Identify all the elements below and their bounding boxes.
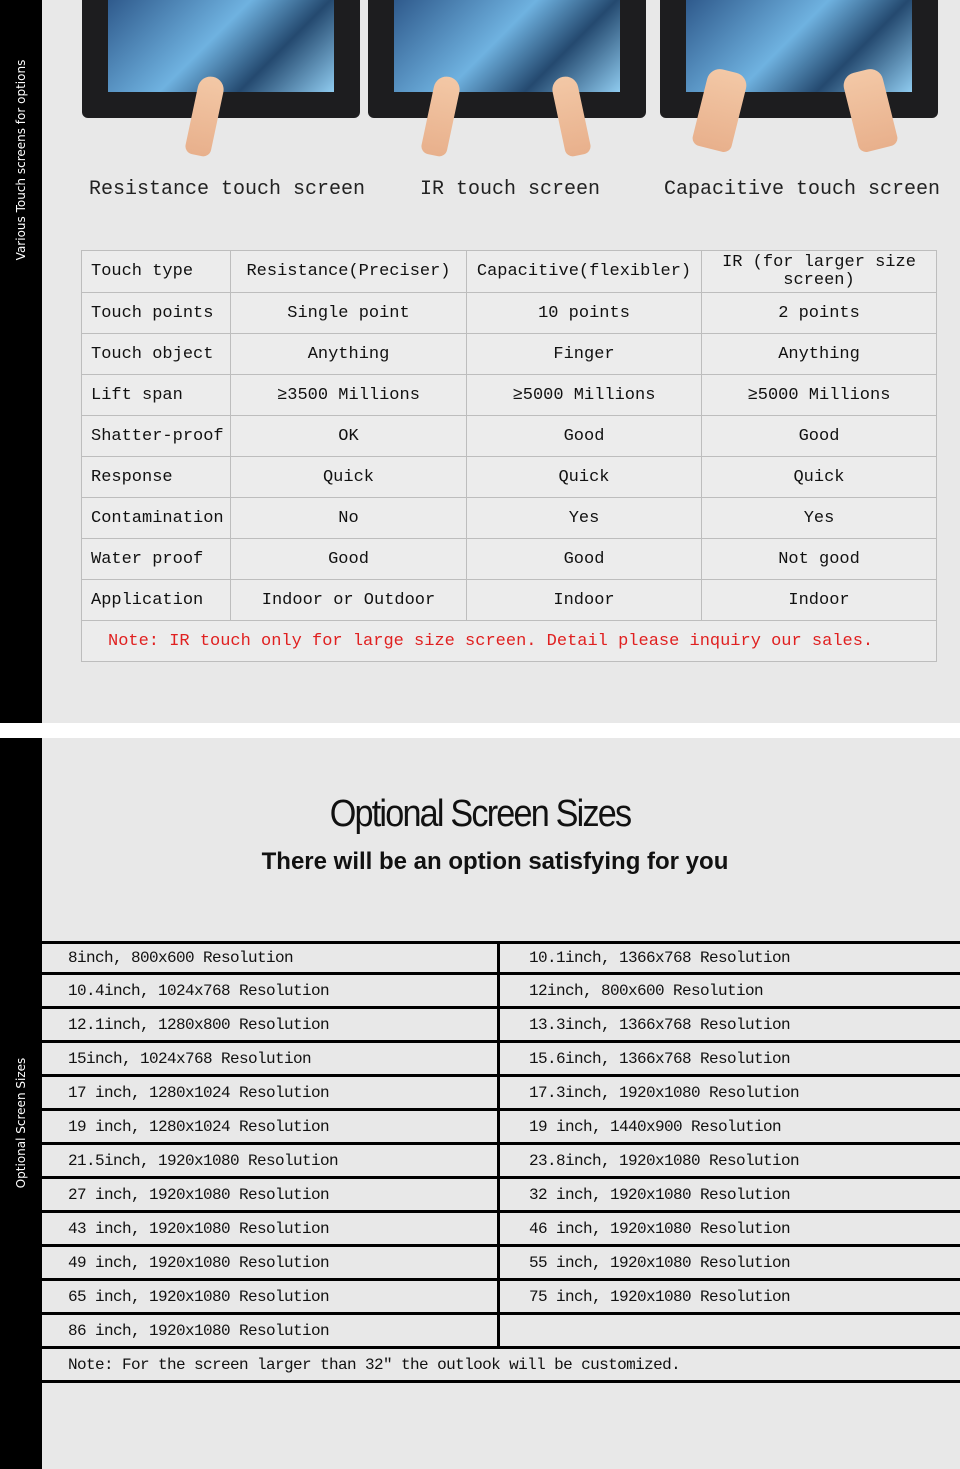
section-side-label	[0, 0, 42, 723]
size-option: 17 inch, 1280x1024 Resolution	[42, 1077, 500, 1108]
size-option: 8inch, 800x600 Resolution	[42, 944, 500, 972]
table-row	[82, 580, 937, 621]
size-option: 86 inch, 1920x1080 Resolution	[42, 1315, 500, 1346]
table-cell: Indoor	[467, 580, 702, 621]
caption-resistance: Resistance touch screen	[89, 178, 366, 201]
side-label-text: Optional Screen Sizes	[14, 1057, 28, 1189]
size-option: 32 inch, 1920x1080 Resolution	[529, 1185, 791, 1204]
size-option: 75 inch, 1920x1080 Resolution	[529, 1287, 791, 1306]
caption-capacitive: Capacitive touch screen	[664, 178, 941, 201]
size-option: 46 inch, 1920x1080 Resolution	[529, 1219, 791, 1238]
table-row	[82, 293, 937, 334]
table-cell: Anything	[231, 334, 467, 375]
table-cell: ≥3500 Millions	[231, 375, 467, 416]
table-cell: Yes	[467, 498, 702, 539]
table-cell: Good	[702, 416, 937, 457]
table-row	[82, 375, 937, 416]
size-row	[42, 1213, 960, 1247]
size-option: 17.3inch, 1920x1080 Resolution	[529, 1083, 800, 1102]
table-header-row	[82, 251, 937, 293]
ir-screen-image	[368, 0, 646, 118]
row-label: Touch object	[82, 334, 231, 375]
table-cell: Yes	[702, 498, 937, 539]
row-label: Response	[82, 457, 231, 498]
table-cell: Finger	[467, 334, 702, 375]
table-cell: Good	[231, 539, 467, 580]
note-row	[82, 621, 937, 662]
size-option: 10.4inch, 1024x768 Resolution	[42, 975, 500, 1006]
section-title: Optional Screen Sizes	[329, 793, 631, 835]
size-option: 10.1inch, 1366x768 Resolution	[529, 949, 791, 967]
size-row	[42, 1111, 960, 1145]
size-option: 65 inch, 1920x1080 Resolution	[42, 1281, 500, 1312]
table-note: Note: IR touch only for large size screen. Detail please inquiry our sales.	[82, 621, 937, 662]
table-cell: 10 points	[467, 293, 702, 334]
table-cell: Anything	[702, 334, 937, 375]
header-cell: Resistance(Preciser)	[231, 251, 467, 293]
size-option: 27 inch, 1920x1080 Resolution	[42, 1179, 500, 1210]
table-cell: Single point	[231, 293, 467, 334]
header-cell: IR (for larger size screen)	[702, 251, 937, 293]
table-cell: Not good	[702, 539, 937, 580]
size-option: 21.5inch, 1920x1080 Resolution	[42, 1145, 500, 1176]
row-label: Shatter-proof	[82, 416, 231, 457]
size-row	[42, 975, 960, 1009]
table-row	[82, 416, 937, 457]
table-cell: Quick	[467, 457, 702, 498]
table-cell: ≥5000 Millions	[702, 375, 937, 416]
size-row	[42, 1179, 960, 1213]
table-cell: ≥5000 Millions	[467, 375, 702, 416]
size-option: 13.3inch, 1366x768 Resolution	[529, 1015, 791, 1034]
table-row	[82, 539, 937, 580]
size-row	[42, 1145, 960, 1179]
capacitive-screen-image	[660, 0, 938, 118]
table-row	[82, 334, 937, 375]
table-cell: Quick	[702, 457, 937, 498]
size-row	[42, 941, 960, 975]
size-option: 12inch, 800x600 Resolution	[529, 981, 764, 1000]
row-label: Contamination	[82, 498, 231, 539]
screen-sizes-section	[0, 738, 960, 1469]
row-label: Application	[82, 580, 231, 621]
table-cell: 2 points	[702, 293, 937, 334]
caption-ir: IR touch screen	[420, 178, 601, 201]
table-cell: Quick	[231, 457, 467, 498]
size-row	[42, 1315, 960, 1349]
size-option: 49 inch, 1920x1080 Resolution	[42, 1247, 500, 1278]
size-row	[42, 1247, 960, 1281]
size-row	[42, 1077, 960, 1111]
size-option: 55 inch, 1920x1080 Resolution	[529, 1253, 791, 1272]
resistance-screen-image	[82, 0, 360, 118]
table-cell: No	[231, 498, 467, 539]
side-label-text: Various Touch screens for options	[14, 59, 28, 261]
size-option: 19 inch, 1280x1024 Resolution	[42, 1111, 500, 1142]
size-row	[42, 1281, 960, 1315]
size-row	[42, 1043, 960, 1077]
size-option: 15inch, 1024x768 Resolution	[42, 1043, 500, 1074]
row-label: Water proof	[82, 539, 231, 580]
size-note-row	[42, 1349, 960, 1383]
header-cell: Capacitive(flexibler)	[467, 251, 702, 293]
table-row	[82, 498, 937, 539]
section-side-label	[0, 738, 42, 1469]
size-option: 12.1inch, 1280x800 Resolution	[42, 1009, 500, 1040]
screen-sizes-table	[42, 941, 960, 1383]
touch-comparison-table	[81, 250, 937, 662]
size-option: 23.8inch, 1920x1080 Resolution	[529, 1151, 800, 1170]
table-row	[82, 457, 937, 498]
table-cell: Indoor or Outdoor	[231, 580, 467, 621]
size-option: 43 inch, 1920x1080 Resolution	[42, 1213, 500, 1244]
header-cell: Touch type	[82, 251, 231, 293]
size-row	[42, 1009, 960, 1043]
row-label: Touch points	[82, 293, 231, 334]
table-cell: Good	[467, 416, 702, 457]
row-label: Lift span	[82, 375, 231, 416]
table-cell: Indoor	[702, 580, 937, 621]
size-option: 15.6inch, 1366x768 Resolution	[529, 1049, 791, 1068]
size-option: 19 inch, 1440x900 Resolution	[529, 1117, 782, 1136]
size-option	[500, 1315, 960, 1346]
table-cell: OK	[231, 416, 467, 457]
size-note: Note: For the screen larger than 32" the outlook will be customized.	[68, 1355, 681, 1374]
section-subtitle: There will be an option satisfying for you	[261, 848, 729, 875]
table-cell: Good	[467, 539, 702, 580]
touch-screens-section	[0, 0, 960, 723]
